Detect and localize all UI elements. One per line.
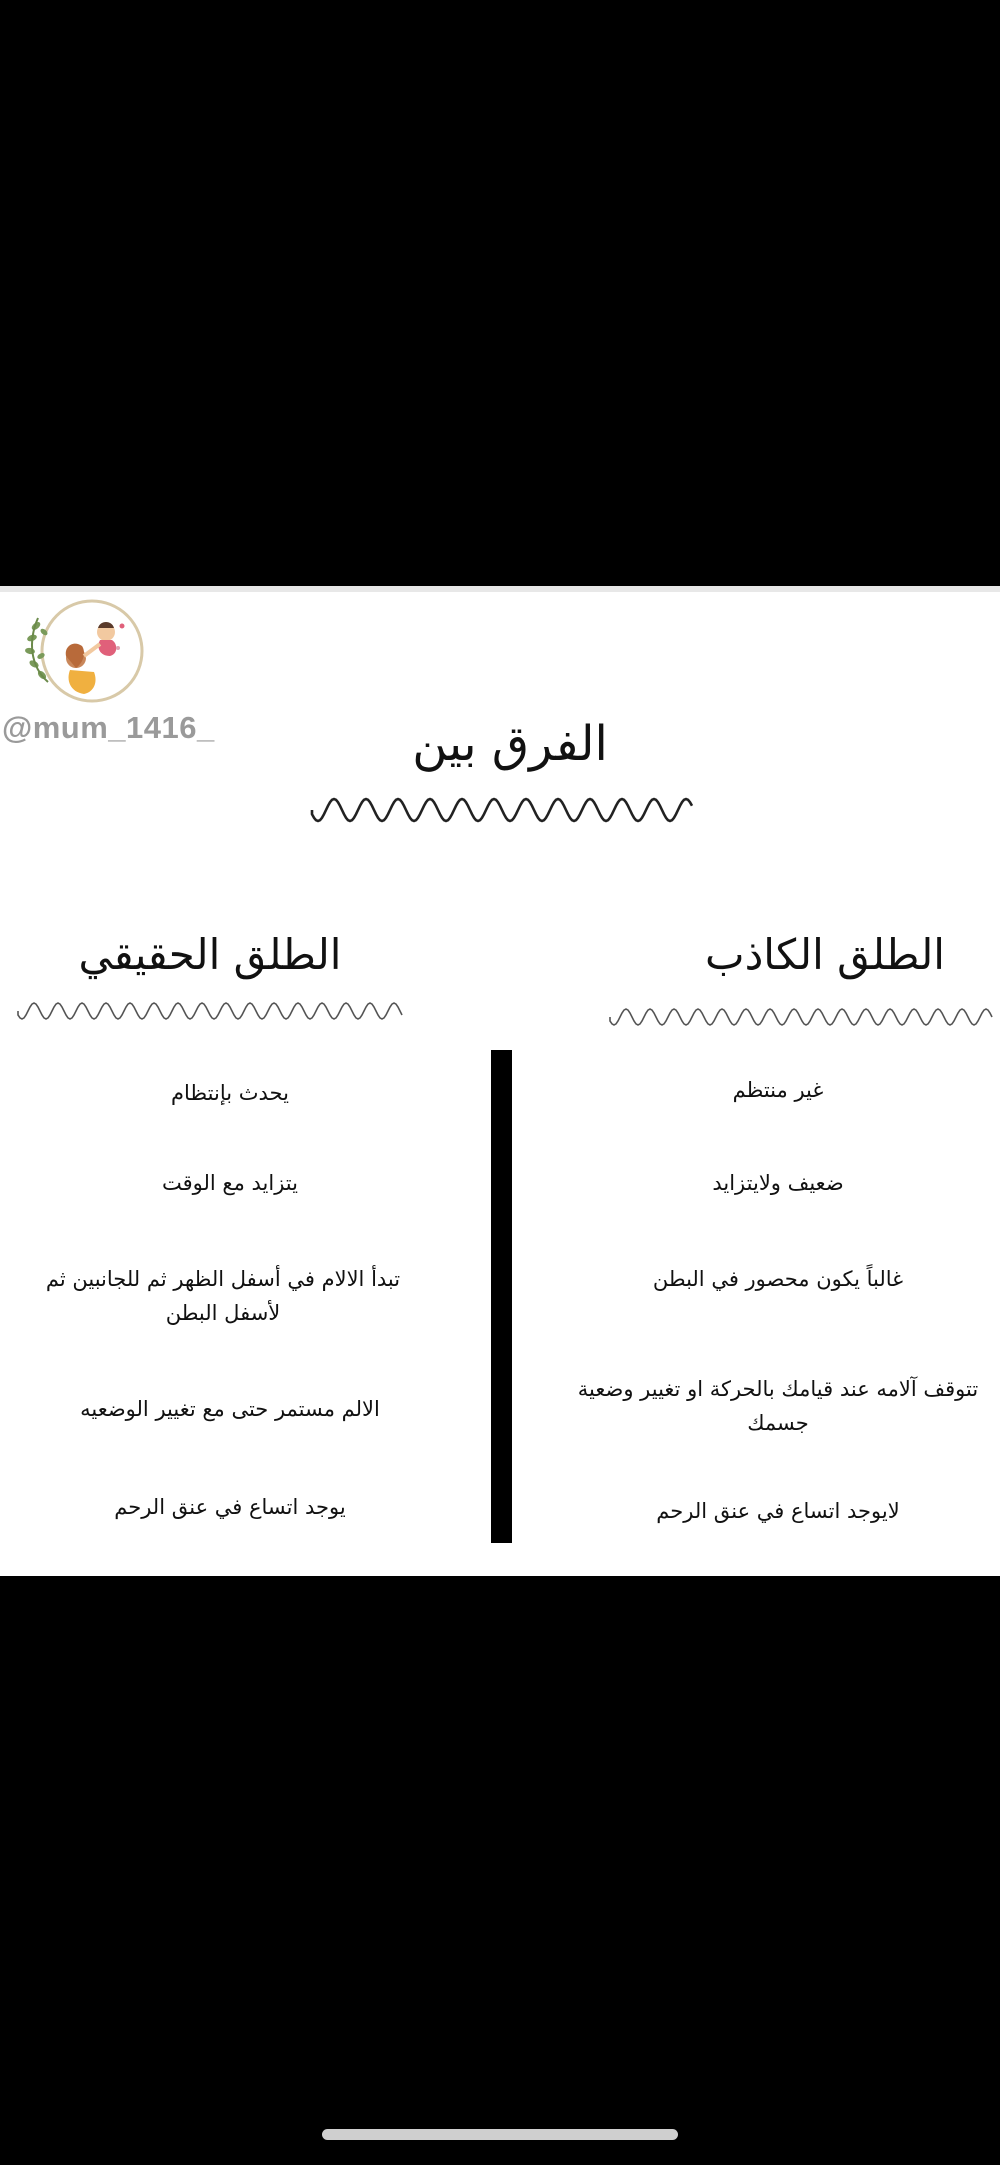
true-labor-item: الالم مستمر حتى مع تغيير الوضعيه <box>80 1397 380 1421</box>
false-labor-item: غير منتظم <box>732 1078 824 1102</box>
true-labor-title: الطلق الحقيقي <box>78 930 342 979</box>
mother-child-logo-icon <box>14 596 146 706</box>
true-labor-item: يحدث بإنتظام <box>171 1081 289 1105</box>
false-labor-wave-underline <box>608 1006 994 1028</box>
true-labor-item: يوجد اتساع في عنق الرحم <box>114 1495 346 1519</box>
false-labor-item: تتوقف آلامه عند قيامك بالحركة او تغيير وضعية جسمك <box>577 1377 979 1435</box>
true-labor-item: يتزايد مع الوقت <box>162 1171 298 1195</box>
false-labor-title: الطلق الكاذب <box>705 930 945 979</box>
false-labor-item: لايوجد اتساع في عنق الرحم <box>656 1499 900 1523</box>
true-labor-item: تبدأ الالام في أسفل الظهر ثم للجانبين ثم لأسفل البطن <box>45 1267 401 1325</box>
account-handle: @mum_1416_ <box>2 710 215 745</box>
title-wave-underline <box>310 796 694 824</box>
column-divider <box>491 1050 512 1543</box>
true-labor-wave-underline <box>16 1000 404 1022</box>
false-labor-item: غالباً يكون محصور في البطن <box>652 1267 904 1291</box>
page-title: الفرق بين <box>412 716 608 772</box>
home-indicator[interactable] <box>322 2129 678 2140</box>
false-labor-item: ضعيف ولايتزايد <box>712 1171 844 1195</box>
